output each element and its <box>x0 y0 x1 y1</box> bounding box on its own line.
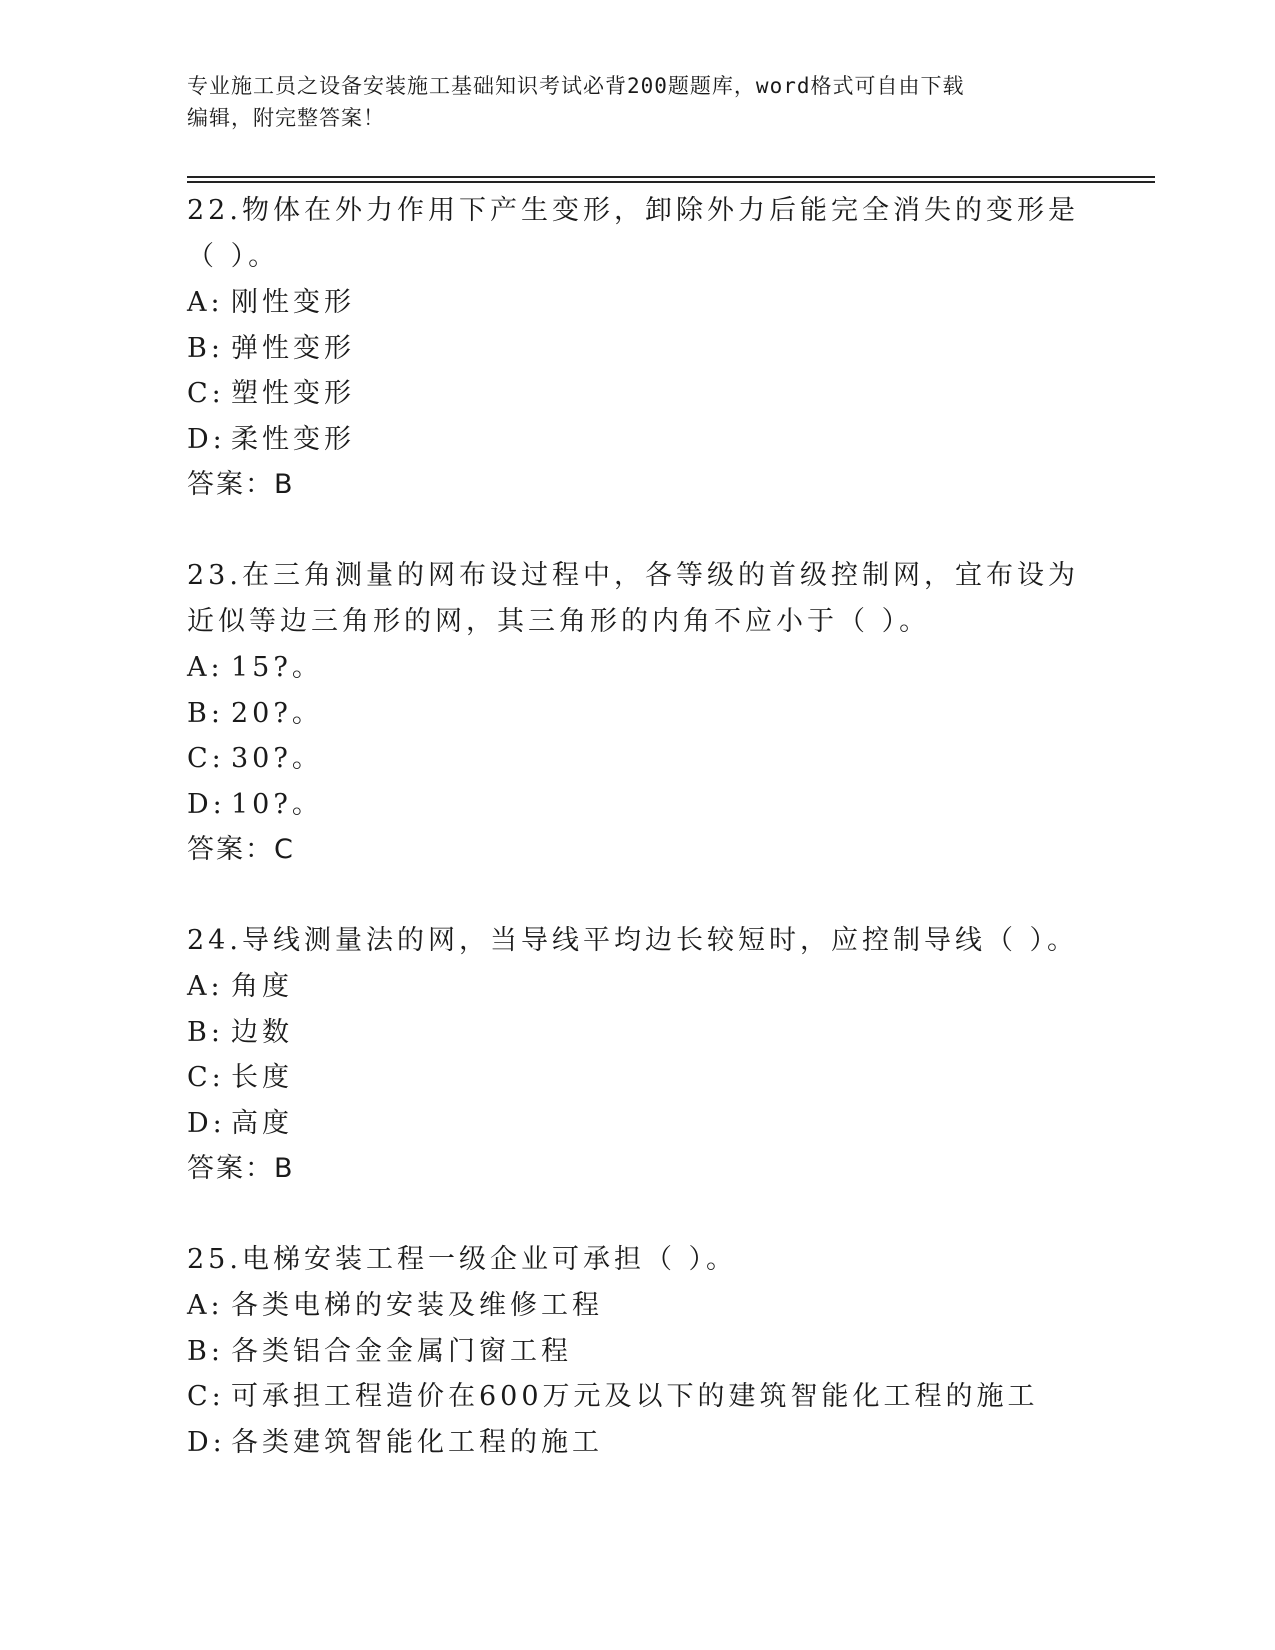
option-text: 10?。 <box>231 788 323 820</box>
option-a <box>187 280 1087 326</box>
option-text: 角度 <box>231 971 293 1002</box>
header-line-2: 编辑，附完整答案！ <box>187 106 385 130</box>
option-d <box>187 1420 1087 1466</box>
question-23 <box>187 553 1087 873</box>
option-b <box>187 1329 1087 1375</box>
option-text: 柔性变形 <box>231 423 355 455</box>
answer-line: 答案：B <box>187 469 295 500</box>
option-letter: A: <box>187 1290 224 1321</box>
question-stem: 23.在三角测量的网布设过程中，各等级的首级控制网，宜布设为近似等边三角形的网，其三角形的内角不应小于（ ）。 <box>187 560 1079 637</box>
option-d <box>187 1101 1087 1147</box>
answer-line: 答案：C <box>187 834 295 865</box>
option-a <box>187 645 1087 691</box>
option-b <box>187 326 1087 372</box>
option-letter: C: <box>187 1381 225 1412</box>
option-text: 20?。 <box>231 697 323 729</box>
option-letter: A: <box>187 287 224 318</box>
document-header <box>187 70 1067 134</box>
header-divider-top <box>187 176 1155 178</box>
option-c <box>187 1374 1087 1420</box>
option-text: 15?。 <box>231 652 323 683</box>
option-a <box>187 1283 1087 1329</box>
option-d <box>187 417 1087 463</box>
option-text: 弹性变形 <box>231 332 355 364</box>
option-letter: A: <box>187 971 224 1002</box>
option-letter: D: <box>187 1107 226 1139</box>
option-text: 各类电梯的安装及维修工程 <box>231 1290 603 1321</box>
option-letter: B: <box>187 332 224 364</box>
question-25 <box>187 1237 1087 1465</box>
option-text: 刚性变形 <box>231 287 355 318</box>
option-letter: C: <box>187 1062 225 1093</box>
option-letter: C: <box>187 378 225 409</box>
option-c <box>187 1055 1087 1101</box>
option-text: 边数 <box>231 1016 293 1048</box>
option-text: 30?。 <box>231 743 323 774</box>
option-letter: D: <box>187 1426 226 1458</box>
option-d <box>187 782 1087 828</box>
question-stem: 25.电梯安装工程一级企业可承担（ ）。 <box>187 1244 738 1275</box>
option-b <box>187 691 1087 737</box>
header-line-1: 专业施工员之设备安装施工基础知识考试必背200题题库，word格式可自由下载 <box>187 74 965 98</box>
option-letter: D: <box>187 788 226 820</box>
question-22 <box>187 188 1087 508</box>
option-text: 各类建筑智能化工程的施工 <box>231 1426 603 1458</box>
option-b <box>187 1010 1087 1056</box>
option-letter: B: <box>187 697 224 729</box>
header-divider-bottom <box>187 181 1155 183</box>
option-letter: D: <box>187 423 226 455</box>
option-text: 各类铝合金金属门窗工程 <box>231 1335 572 1367</box>
option-a <box>187 964 1087 1010</box>
question-stem: 24.导线测量法的网，当导线平均边长较短时，应控制导线（ ）。 <box>187 925 1079 956</box>
option-text: 长度 <box>231 1062 293 1093</box>
question-list <box>187 188 1087 1510</box>
option-letter: A: <box>187 652 224 683</box>
option-text: 塑性变形 <box>231 378 355 409</box>
question-24 <box>187 918 1087 1192</box>
option-c <box>187 371 1087 417</box>
option-letter: B: <box>187 1335 224 1367</box>
question-stem: 22.物体在外力作用下产生变形，卸除外力后能完全消失的变形是（ ）。 <box>187 195 1079 272</box>
option-letter: B: <box>187 1016 224 1048</box>
option-c <box>187 736 1087 782</box>
option-text: 可承担工程造价在600万元及以下的建筑智能化工程的施工 <box>231 1381 1039 1412</box>
option-letter: C: <box>187 743 225 774</box>
answer-line: 答案：B <box>187 1153 295 1184</box>
option-text: 高度 <box>231 1107 293 1139</box>
